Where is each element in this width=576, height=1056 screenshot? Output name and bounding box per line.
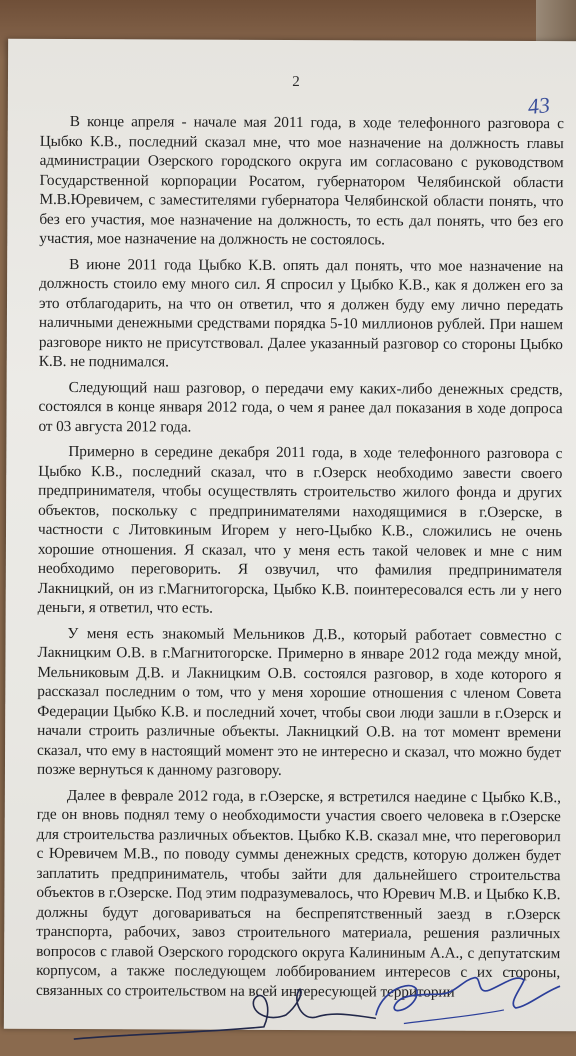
handwritten-page-number: 43 (526, 92, 552, 120)
page-number: 2 (292, 73, 300, 91)
signature-left (74, 988, 376, 1040)
signature-right-flourish (404, 1009, 504, 1023)
paragraph-1: В конце апреля - начале мая 2011 года, в ходе телефонного разговора с Цыбко К.В., последний сказал мне, что мое назначение на должность главы администрации Озерского городского округа им согласовано с руководством Государственной корпорации Росатом, губернатором Челябинской области М.В.Юревичем, с заместителями губернатора Челябинской области понять, что без его участия, мое назначение на должность, то есть дал понять, что без его участия, мое назначение на должность не состоялось. (39, 113, 564, 249)
paragraph-6: Далее в феврале 2012 года, в г.Озерске, я встретился наедине с Цыбко К.В., где он вновь поднял тему о необходимости участия своего человека в г.Озерске для строительства различных объектов. Цыбко К.В. сказал мне, что переговорил с Юревичем М.В., по поводу суммы денежных средств, которую должен будет заплатить предприниматель, чтобы зайти для дальнейшего строительства объектов в г.Озерске. Под этим подразумевалось, что Юревич М.В. и Цыбко К.В. должны будут договариваться на беспрепятственный заезд в г.Озерск транспорта, рабочих, завоз строительного материала, решения различных вопросов с главой Озерского городского округа Калининым А.А., с депутатским корпусом, а также последующем лоббированием интересов с их стороны, связанных со строительством на всей интересующей территории (35, 786, 561, 1001)
document-page (4, 39, 576, 1032)
paragraph-5: У меня есть знакомый Мельников Д.В., который работает совместно с Лакницким О.В. в г.Магнитогорске. Примерно в январе 2012 года между мной, Мельниковым Д.В. и Лакницким О.В. состоялся разговор, в ходе которого я рассказал последним о том, что у меня хорошие отношения с членом Совета Федерации Цыбко К.В. и последний хочет, чтобы свои люди зашли в г.Озерск и начали строить различные объекты. Лакницкий О.В. на тот момент времени сказал, что ему в настоящий момент это не интересно и сказал, что можно будет позже вернуться к данному разговору. (36, 624, 562, 779)
handwritten-signatures (4, 944, 576, 1056)
signature-right (376, 977, 560, 1016)
paragraph-2: В июне 2011 года Цыбко К.В. опять дал понять, что мое назначение на должность стоило ему много сил. Я спросил у Цыбко К.В., как я должен его за это отблагодарить, на что он ответил, что я должен буду ему лично передать наличными денежными средствами порядка 5-10 миллионов рублей. При нашем разговоре никто не присутствовал. Далее указанный разговор со стороны Цыбко К.В. не поднимался. (38, 255, 564, 371)
paragraph-4: Примерно в середине декабря 2011 года, в ходе телефонного разговора с Цыбко К.В., последний сказал, что в г.Озерск необходимо завести своего предпринимателя, чтобы осуществлять строительство жилого фонда и других объектов, поскольку с предпринимателями находящимися в г.Озерске, в частности с Литовкиным Игорем у него-Цыбко К.В., сложились не очень хорошие отношения. Я сказал, что у меня есть такой человек и мне с ним необходимо переговорить. Я озвучил, что фамилия предпринимателя Лакницкий, он из г.Магнитогорска, Цыбко К.В. поинтересовался есть ли у него деньги, я ответил, что есть. (37, 443, 563, 617)
paragraph-3: Следующий наш разговор, о передачи ему каких-либо денежных средств, состоялся в конце января 2012 года, о чем я ранее дал показания в ходе допроса от 03 августа 2012 года. (38, 378, 563, 436)
document-body (36, 112, 564, 1008)
